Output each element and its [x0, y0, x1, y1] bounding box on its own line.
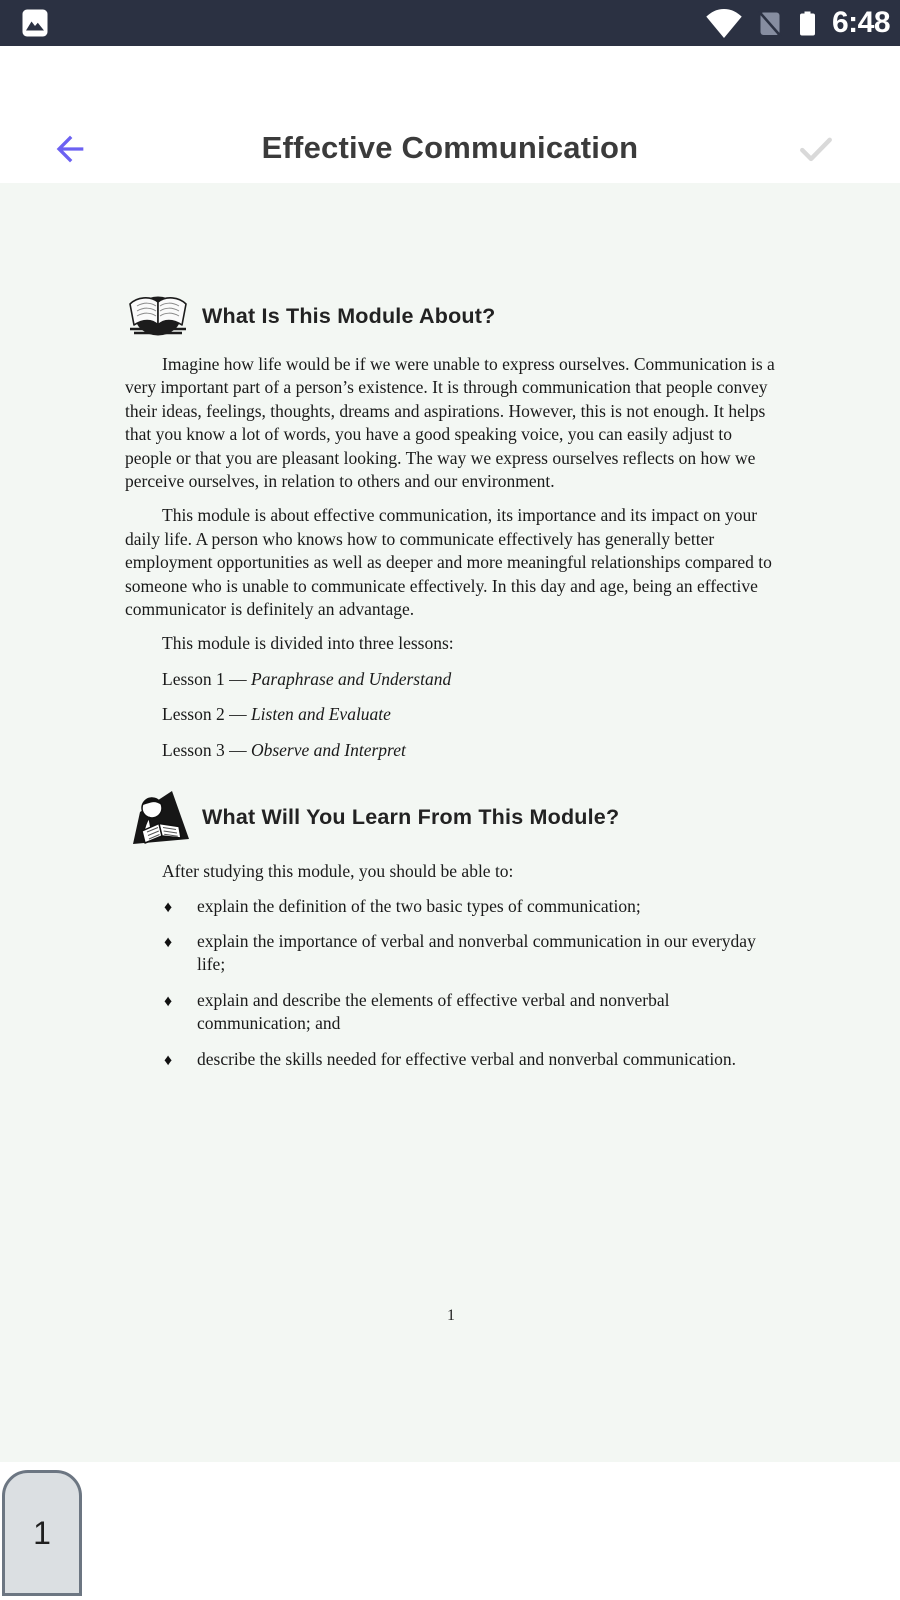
lesson-item-1	[125, 668, 777, 691]
lesson-item-2	[125, 703, 777, 726]
objectives-intro: After studying this module, you should be able to:	[162, 861, 514, 882]
status-bar	[0, 0, 900, 46]
section-title: What Will You Learn From This Module?	[202, 804, 620, 829]
objectives-list	[125, 895, 777, 1071]
diamond-bullet-icon: ♦	[164, 1051, 173, 1069]
bullet-text: explain the definition of the two basic types of communication;	[197, 895, 641, 916]
clock: 6:48	[831, 6, 890, 39]
paragraph: Imagine how life would be if we were unable to express ourselves. Communication is a very important part of a person’s existence. It is through communication that people convey their ideas, feelings, thoughts, dreams and aspirations. However, this is not enough. It helps that you know a lot of words, you have a good speaking voice, you can easily adjust to people or that you are pleasant looking. The way we express ourselves reflects on how we perceive ourselves, in relation to others and our environment.	[125, 354, 775, 492]
lesson-item-3	[125, 739, 777, 762]
gallery-icon	[22, 9, 48, 37]
confirm-button[interactable]	[794, 127, 838, 171]
list-item	[125, 989, 777, 1036]
lessons-intro: This module is divided into three lessons:	[162, 633, 454, 654]
page-tab-1[interactable]	[2, 1470, 82, 1596]
section-title: What Is This Module About?	[202, 303, 496, 328]
page-title: Effective Communication	[261, 130, 639, 165]
list-item	[125, 930, 777, 977]
lesson-prefix: Lesson 2 —	[162, 704, 251, 725]
diamond-bullet-icon: ♦	[164, 898, 173, 916]
no-sim-icon	[756, 9, 783, 38]
section-heading-about	[125, 288, 777, 344]
lesson-title: Observe and Interpret	[250, 739, 406, 760]
list-item	[125, 1048, 777, 1071]
battery-icon	[796, 10, 819, 37]
bullet-text: describe the skills needed for effective verbal and nonverbal communication.	[197, 1048, 737, 1069]
status-indicators	[705, 6, 892, 40]
bullet-text: explain and describe the elements of effective verbal and nonverbal communication; and	[197, 989, 670, 1034]
paragraph: This module is about effective communication, its importance and its impact on your daily life. A person who knows how to communicate effectively has generally better employment opportunities as well as deeper and more meaningful relationships compared to someone who is unable to communicate effectively. In this day and age, being an effective communicator is definitely an advantage.	[125, 505, 772, 620]
page-tab-label: 1	[33, 1514, 51, 1551]
wifi-icon	[705, 9, 743, 38]
app-bar	[0, 46, 900, 183]
lesson-title: Listen and Evaluate	[250, 704, 391, 725]
list-item	[125, 895, 777, 918]
check-icon	[794, 127, 838, 171]
lesson-prefix: Lesson 3 —	[162, 739, 251, 760]
document-page[interactable]	[0, 183, 900, 1462]
bullet-text: explain the importance of verbal and nonverbal communication in our everyday life;	[197, 930, 756, 975]
open-book-icon	[125, 288, 191, 344]
page-number: 1	[447, 1306, 455, 1324]
diamond-bullet-icon: ♦	[164, 992, 173, 1010]
page-tab-strip	[0, 1462, 900, 1600]
lesson-prefix: Lesson 1 —	[162, 668, 251, 689]
section-heading-learn	[125, 785, 777, 849]
diamond-bullet-icon: ♦	[164, 933, 173, 951]
lesson-title: Paraphrase and Understand	[250, 668, 452, 689]
reading-person-icon	[125, 785, 191, 849]
